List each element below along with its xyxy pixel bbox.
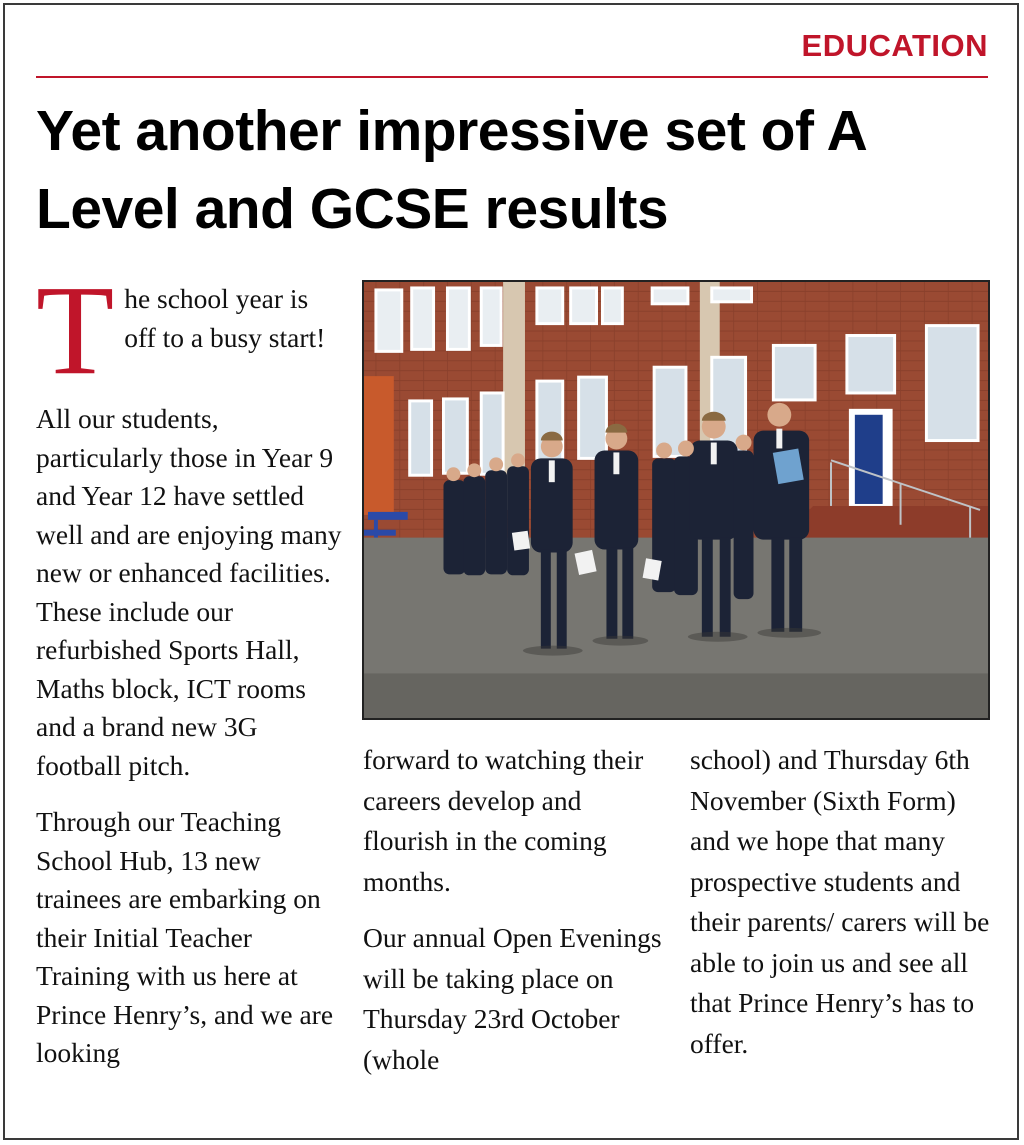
- article-column-3: [690, 740, 990, 1082]
- paragraph-careers: forward to watching their careers develop and flourish in the coming months.: [363, 744, 644, 897]
- article-column-2: [363, 740, 663, 1098]
- section-label: EDUCATION: [801, 28, 988, 63]
- headline: Yet another impressive set of A Level and GCSE results: [36, 99, 866, 241]
- intro-paragraph: [36, 259, 346, 401]
- article-column-1: [36, 259, 346, 1091]
- drop-cap: T: [36, 259, 115, 401]
- article-photo: [362, 280, 990, 720]
- section-rule: [36, 76, 988, 78]
- paragraph-open-evenings: Our annual Open Evenings will be taking place on Thursday 23rd October (whole: [363, 922, 662, 1075]
- intro-text: he school year is off to a busy start!: [124, 283, 326, 353]
- paragraph-facilities: All our students, particularly those in Year 9 and Year 12 have settled well and are enjoying many new or enhanced facilities. These include our refurbished Sports Hall, Maths block, ICT rooms and a brand new 3G football pitch.: [36, 403, 342, 781]
- paragraph-teaching-hub: Through our Teaching School Hub, 13 new trainees are embarking on their Initial Teacher Training with us here at Prince Henry’s, and we are looking: [36, 806, 334, 1068]
- school-students-photo: [364, 282, 988, 718]
- paragraph-prospective-students: school) and Thursday 6th November (Sixth Form) and we hope that many prospective students and their parents/ carers will be able to join us and see all that Prince Henry’s has to offer.: [690, 744, 990, 1059]
